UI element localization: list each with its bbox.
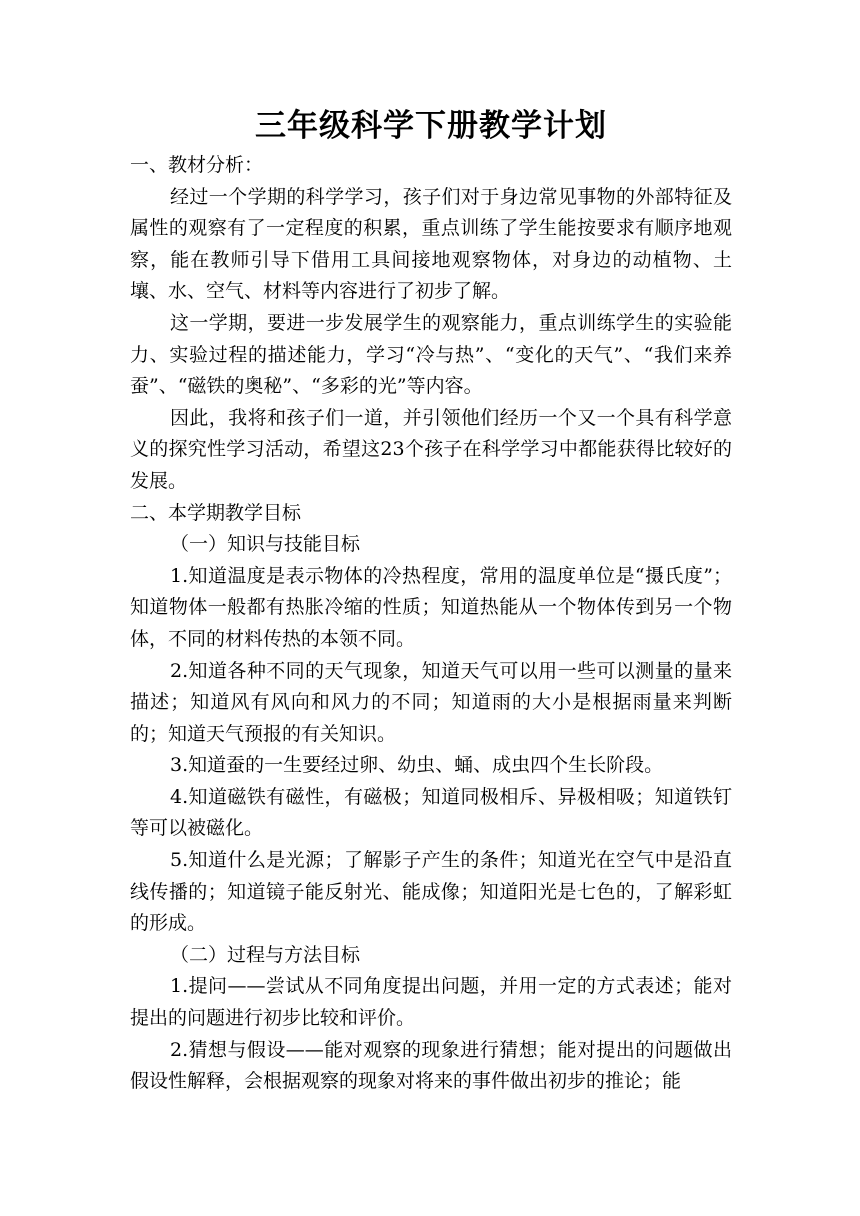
- list-item: 5.知道什么是光源；了解影子产生的条件；知道光在空气中是沿直线传播的；知道镜子能反射光、能成像；知道阳光是七色的，了解彩虹的形成。: [130, 849, 732, 935]
- document-title: 三年级科学下册教学计划: [255, 108, 607, 144]
- section-heading-textbook-analysis: 一、教材分析：: [130, 154, 264, 176]
- subsection-heading-knowledge-skills: （一）知识与技能目标: [170, 533, 361, 556]
- paragraph: 经过一个学期的科学学习，孩子们对于身边常见事物的外部特征及属性的观察有了一定程度的积累，重点训练了学生能按要求有顺序地观察，能在教师引导下借用工具间接地观察物体，对身边的动植物、土壤、水、空气、材料等内容进行了初步了解。: [130, 185, 732, 303]
- list-item: 1.知道温度是表示物体的冷热程度，常用的温度单位是“摄氏度”；知道物体一般都有热胀冷缩的性质；知道热能从一个物体传到另一个物体，不同的材料传热的本领不同。: [130, 564, 732, 650]
- subsection-heading-process-methods: （二）过程与方法目标: [170, 943, 361, 966]
- list-item: 2.知道各种不同的天气现象，知道天气可以用一些可以测量的量来描述；知道风有风向和风力的不同；知道雨的大小是根据雨量来判断的；知道天气预报的有关知识。: [130, 659, 732, 745]
- paragraph: 这一学期，要进一步发展学生的观察能力，重点训练学生的实验能力、实验过程的描述能力，学习“冷与热”、“变化的天气”、“我们来养蚕”、“磁铁的奥秘”、“多彩的光”等内容。: [130, 311, 732, 398]
- paragraph: 因此，我将和孩子们一道，并引领他们经历一个又一个具有科学意义的探究性学习活动，希望这23个孩子在科学学习中都能获得比较好的发展。: [130, 406, 732, 492]
- list-item: 3.知道蚕的一生要经过卵、幼虫、蛹、成虫四个生长阶段。: [170, 754, 664, 777]
- list-item: 4.知道磁铁有磁性，有磁极；知道同极相斥、异极相吸；知道铁钉等可以被磁化。: [130, 785, 732, 840]
- section-heading-teaching-goals: 二、本学期教学目标: [130, 501, 302, 524]
- list-item: 1.提问——尝试从不同角度提出问题，并用一定的方式表述；能对提出的问题进行初步比较和评价。: [130, 975, 732, 1030]
- list-item: 2.猜想与假设——能对观察的现象进行猜想；能对提出的问题做出假设性解释，会根据观察的现象对将来的事件做出初步的推论；能: [130, 1038, 732, 1093]
- document-page: [130, 102, 732, 1098]
